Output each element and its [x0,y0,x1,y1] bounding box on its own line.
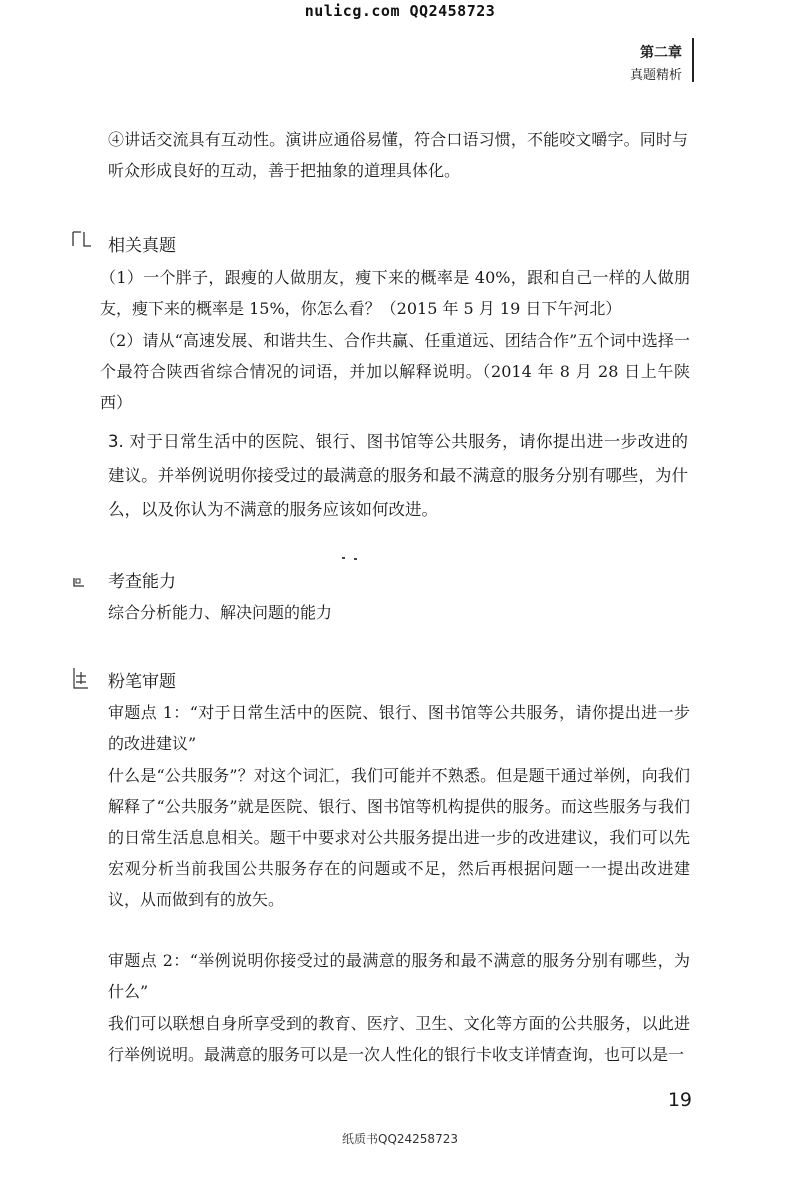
review-point-2: 审题点 2：“举例说明你接受过的最满意的服务和最不满意的服务分别有哪些，为什么” [108,951,690,1001]
chapter-subtitle: 真题精析 [629,68,682,83]
main-question: 3. 对于日常生活中的医院、银行、图书馆等公共服务，请你提出进一步改进的建议。并举例说明你接受过的最满意的服务和最不满意的服务分别有哪些，为什么，以及你认为不满意的服务应该如何改进。 [108,432,688,519]
scan-speck [354,558,357,560]
section-title-ability: 考查能力 [108,572,176,592]
section-title-review: 粉笔审题 [108,672,176,692]
page-number: 19 [667,1089,692,1111]
review-point-1: 审题点 1：“对于日常生活中的医院、银行、图书馆等公共服务，请你提出进一步的改进建议” [108,703,690,753]
section-title-related: 相关真题 [108,236,176,256]
review-icon [72,666,90,694]
watermark-top: nulicg.com QQ2458723 [304,2,496,20]
chapter-title: 第二章 [640,45,682,61]
rl-icon [72,230,92,252]
related-item-1: （1）一个胖子，跟瘦的人做朋友，瘦下来的概率是 40%，跟和自己一样的人做朋友，瘦下来的概率是 15%，你怎么看？（2015 年 5 月 19 日下午河北） [100,268,690,318]
intro-paragraph: ④讲话交流具有互动性。演讲应通俗易懂，符合口语习惯，不能咬文嚼字。同时与听众形成良好的互动，善于把抽象的道理具体化。 [108,130,688,180]
header-divider [692,38,694,82]
review-paragraph-2: 我们可以联想自身所享受到的教育、医疗、卫生、文化等方面的公共服务，以此进行举例说明。最满意的服务可以是一次人性化的银行卡收支详情查询，也可以是一 [108,1014,690,1064]
scan-speck [342,557,345,559]
watermark-bottom: 纸质书QQ24258723 [342,1132,458,1146]
review-paragraph-1: 什么是“公共服务”？对这个词汇，我们可能并不熟悉。但是题干通过举例，向我们解释了“公共服务”就是医院、银行、图书馆等机构提供的服务。而这些服务与我们的日常生活息息相关。题干中要求对公共服务提出进一步的改进建议，我们可以先宏观分析当前我国公共服务存在的问题或不足，然后再根据问题一一提出改进建议，从而做到有的放矢。 [108,766,690,909]
ability-icon [72,574,88,592]
ability-text: 综合分析能力、解决问题的能力 [108,603,333,622]
related-item-2: （2）请从“高速发展、和谐共生、合作共赢、任重道远、团结合作”五个词中选择一个最符合陕西省综合情况的词语，并加以解释说明。（2014 年 8 月 28 日上午陕西） [100,331,690,412]
